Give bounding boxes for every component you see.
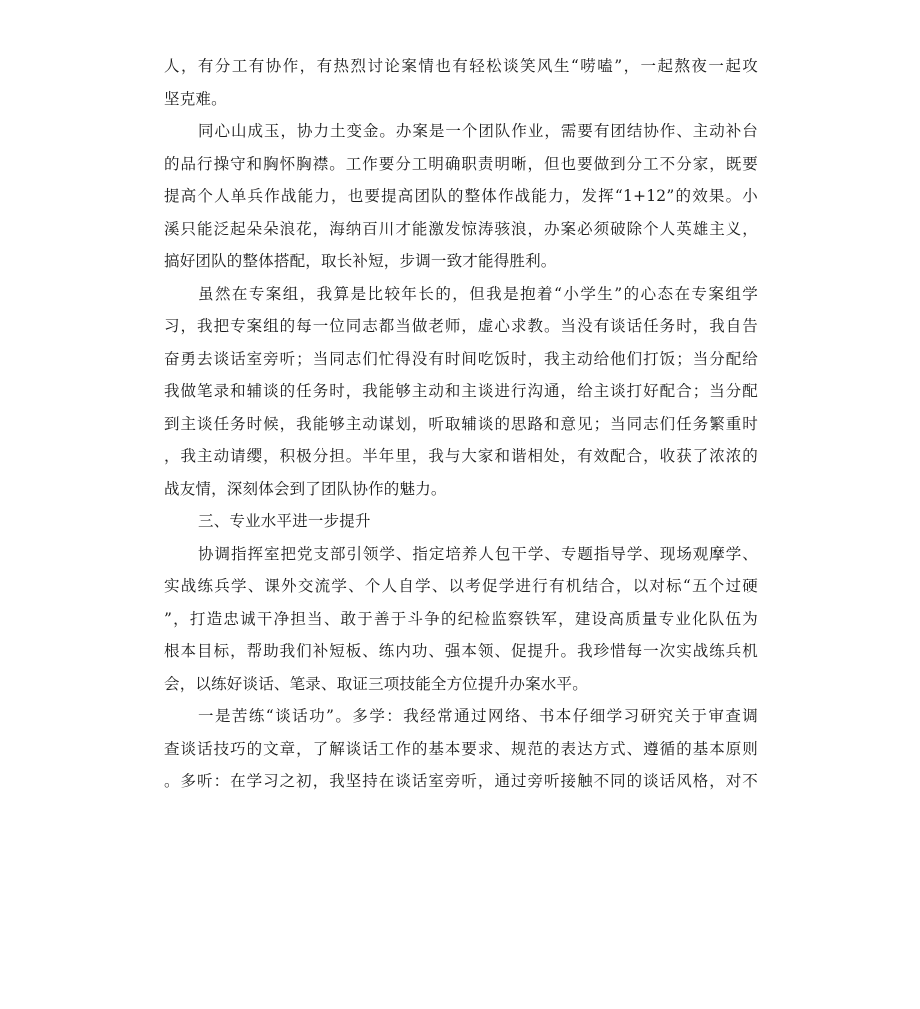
text-line: 习，我把专案组的每一位同志都当做老师，虚心求教。当没有谈话任务时，我自告: [164, 317, 758, 335]
text-line: 我做笔录和辅谈的任务时，我能够主动和主谈进行沟通，给主谈打好配合；当分配: [164, 382, 758, 400]
text-line: 会，以练好谈话、笔录、取证三项技能全方位提升办案水平。: [164, 674, 588, 693]
document-body: [164, 50, 758, 798]
text-line: 查谈话技巧的文章，了解谈话工作的基本要求、规范的表达方式、遵循的基本原则: [164, 739, 758, 758]
text-line: 人，有分工有协作，有热烈讨论案情也有轻松谈笑风生“唠嗑”，一起熬夜一起攻: [164, 57, 758, 75]
text-line: 一是苦练“谈话功”。多学：我经常通过网络、书本仔细学习研究关于审查调: [198, 707, 758, 725]
text-line: 协调指挥室把党支部引领学、指定培养人包干学、专题指导学、现场观摩学、: [198, 544, 758, 563]
text-line: 根本目标，帮助我们补短板、练内功、强本领、促提升。我珍惜每一次实战练兵机: [164, 642, 758, 660]
text-line: 奋勇去谈话室旁听；当同志们忙得没有时间吃饭时，我主动给他们打饭；当分配给: [164, 349, 758, 368]
text-line: 搞好团队的整体搭配，取长补短，步调一致才能得胜利。: [164, 252, 557, 270]
text-line: 溪只能泛起朵朵浪花，海纳百川才能激发惊涛骇浪，办案必须破除个人英雄主义，: [164, 219, 758, 238]
text-line: ，我主动请缨，积极分担。半年里，我与大家和谐相处，有效配合，收获了浓浓的: [164, 447, 758, 465]
text-line: 坚克难。: [164, 89, 227, 108]
text-line: 战友情，深刻体会到了团队协作的魅力。: [164, 479, 447, 498]
text-line: 同心山成玉，协力土变金。办案是一个团队作业，需要有团结协作、主动补台: [198, 122, 758, 140]
text-line: 虽然在专案组，我算是比较年长的，但我是抱着“小学生”的心态在专案组学: [198, 284, 758, 303]
text-line: 三、专业水平进一步提升: [198, 512, 371, 530]
text-line: 到主谈任务时候，我能够主动谋划，听取辅谈的思路和意见；当同志们任务繁重时: [164, 414, 758, 433]
text-line: 。多听：在学习之初，我坚持在谈话室旁听，通过旁听接触不同的谈话风格，对不: [164, 772, 758, 790]
text-line: 实战练兵学、课外交流学、个人自学、以考促学进行有机结合，以对标“五个过硬: [164, 577, 758, 595]
text-line: 提高个人单兵作战能力，也要提高团队的整体作战能力，发挥“1+12”的效果。小: [164, 187, 758, 205]
text-line: 的品行操守和胸怀胸襟。工作要分工明确职责明晰，但也要做到分工不分家，既要: [164, 154, 758, 173]
text-line: ”，打造忠诚干净担当、敢于善于斗争的纪检监察铁军，建设高质量专业化队伍为: [164, 609, 758, 628]
